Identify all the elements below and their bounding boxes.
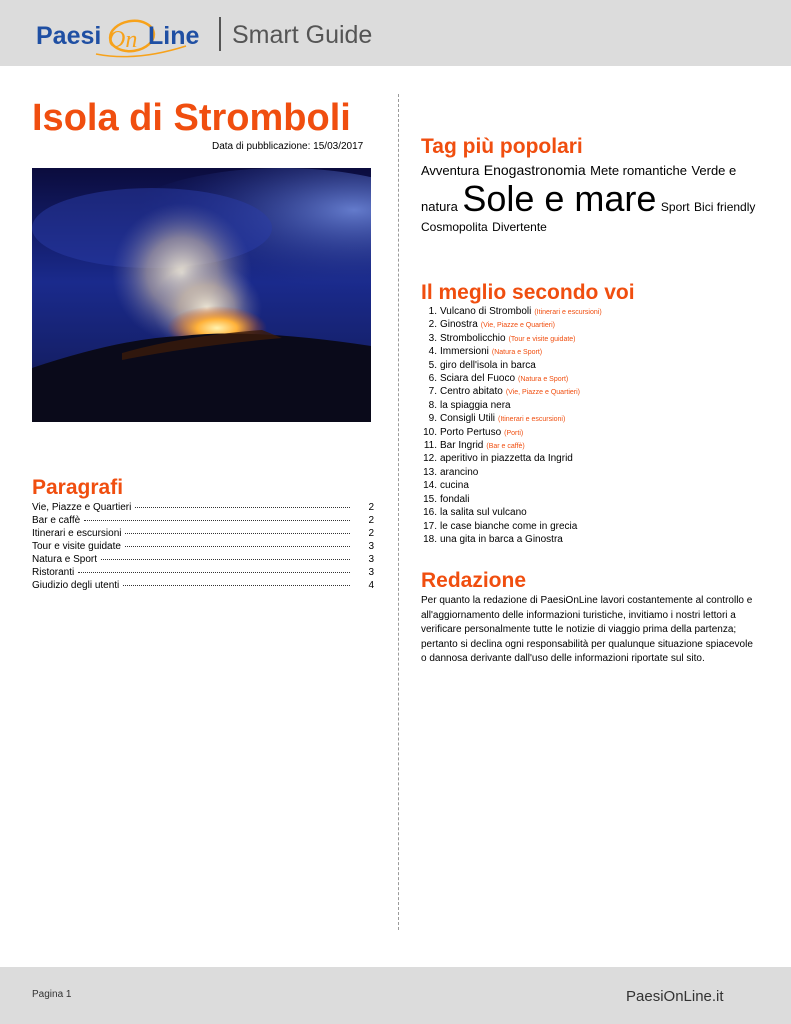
tag-cloud xyxy=(421,160,761,237)
best-heading: Il meglio secondo voi xyxy=(421,281,635,304)
paesionline-logo[interactable] xyxy=(36,16,200,60)
paragrafi-toc xyxy=(32,501,374,592)
tag-link[interactable]: Avventura xyxy=(421,163,480,178)
list-item[interactable]: 11. Bar Ingrid (Bar e caffè) xyxy=(423,440,525,452)
tag-link[interactable]: Mete romantiche xyxy=(590,163,687,178)
list-item[interactable]: 17. le case bianche come in grecia xyxy=(423,520,578,532)
list-item[interactable]: 6. Sciara del Fuoco (Natura e Sport) xyxy=(428,373,569,385)
tag-link[interactable]: Verde e natura xyxy=(421,163,737,214)
logo-separator xyxy=(219,17,221,51)
header-subtitle: Smart Guide xyxy=(232,21,373,49)
toc-item[interactable]: Vie, Piazze e Quartieri 2 xyxy=(32,502,374,513)
list-item[interactable]: 2. Ginostra (Vie, Piazze e Quartieri) xyxy=(428,319,555,331)
list-item[interactable]: 8. la spiaggia nera xyxy=(428,399,511,411)
svg-text:Paesi: Paesi xyxy=(36,22,102,50)
redazione-heading: Redazione xyxy=(421,569,527,592)
list-item[interactable]: 9. Consigli Utili (Itinerari e escursioni) xyxy=(428,413,566,425)
list-item[interactable]: 18. una gita in barca a Ginostra xyxy=(423,533,563,545)
toc-item[interactable]: Natura e Sport 3 xyxy=(32,554,374,565)
tag-link[interactable]: Bici friendly xyxy=(694,200,756,214)
toc-item[interactable]: Tour e visite guidate 3 xyxy=(32,541,374,552)
tag-link[interactable]: Sole e mare xyxy=(462,178,657,219)
list-item[interactable]: 15. fondali xyxy=(423,493,470,505)
page-header xyxy=(0,0,791,66)
paragrafi-heading: Paragrafi xyxy=(32,476,124,499)
list-item[interactable]: 14. cucina xyxy=(423,480,469,492)
list-item[interactable]: 1. Vulcano di Stromboli (Itinerari e escursioni) xyxy=(428,306,602,317)
toc-item[interactable]: Giudizio degli utenti 4 xyxy=(32,580,374,591)
footer-site-link[interactable]: PaesiOnLine.it xyxy=(626,988,724,1005)
list-item[interactable]: 10. Porto Pertuso (Porti) xyxy=(423,426,524,438)
best-list xyxy=(421,306,761,547)
stromboli-photo xyxy=(32,168,371,422)
svg-text:On: On xyxy=(108,27,138,53)
tag-link[interactable]: Sport xyxy=(660,200,690,214)
list-item[interactable]: 7. Centro abitato (Vie, Piazze e Quartieri) xyxy=(428,386,581,398)
publication-date: Data di pubblicazione: 15/03/2017 xyxy=(212,141,364,152)
redazione-text: Per quanto la redazione di PaesiOnLine lavori costantemente al controllo e all'aggiornamento delle informazioni turistiche, invitiamo i nostri lettori a verificare personalmente tutte le notizie di viaggio prima della partenza; pertanto si declina ogni responsabilità per qualunque situazione spiacevole o dannosa derivante dall'uso delle informazioni riportate sul sito. xyxy=(421,595,753,664)
toc-item[interactable]: Itinerari e escursioni 2 xyxy=(32,528,374,539)
column-divider xyxy=(398,94,399,930)
toc-item[interactable]: Ristoranti 3 xyxy=(32,567,374,578)
list-item[interactable]: 4. Immersioni (Natura e Sport) xyxy=(428,346,543,358)
tag-link[interactable]: Divertente xyxy=(492,220,547,234)
svg-text:Line: Line xyxy=(148,22,200,50)
list-item[interactable]: 13. arancino xyxy=(423,466,479,478)
list-item[interactable]: 16. la salita sul vulcano xyxy=(423,507,527,519)
tags-heading: Tag più popolari xyxy=(421,135,583,158)
list-item[interactable]: 12. aperitivo in piazzetta da Ingrid xyxy=(423,453,573,465)
tag-link[interactable]: Enogastronomia xyxy=(483,162,586,178)
tag-link[interactable]: Cosmopolita xyxy=(421,220,488,234)
list-item[interactable]: 3. Strombolicchio (Tour e visite guidate) xyxy=(428,332,576,344)
list-item[interactable]: 5. giro dell'isola in barca xyxy=(428,359,536,371)
toc-item[interactable]: Bar e caffè 2 xyxy=(32,515,374,526)
page-title: Isola di Stromboli xyxy=(32,97,351,139)
page-number: Pagina 1 xyxy=(32,989,72,1000)
